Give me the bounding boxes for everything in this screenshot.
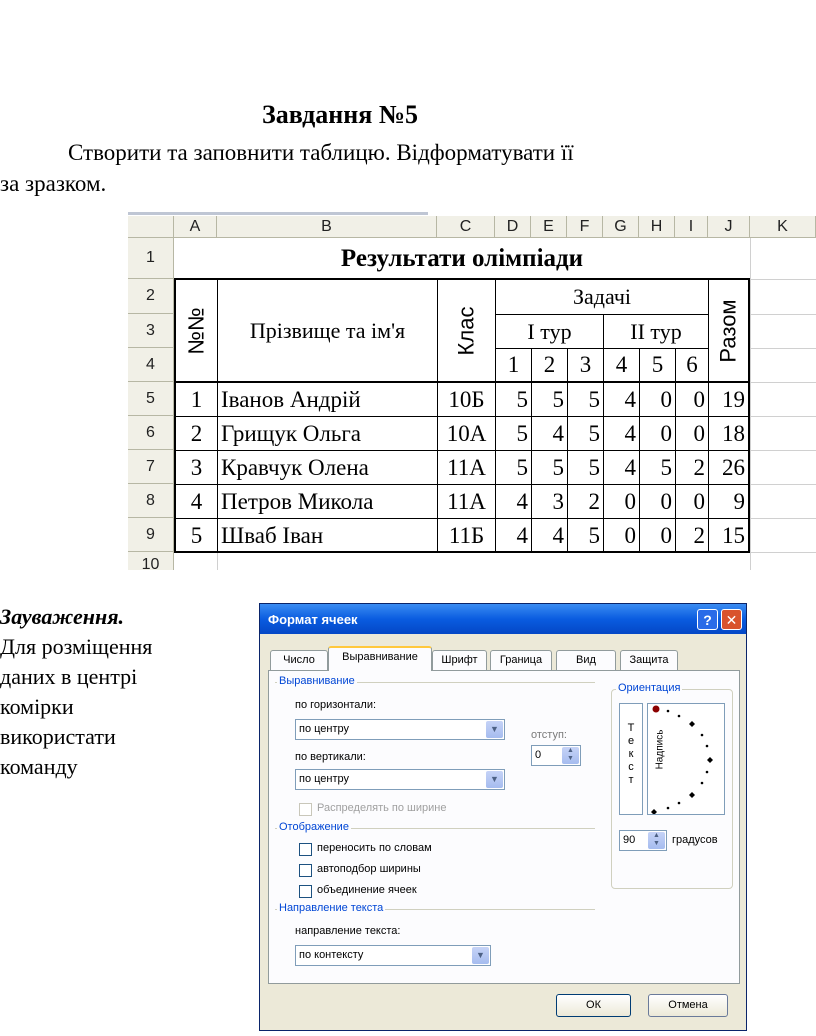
group-text-direction: Направление текста — [279, 902, 384, 914]
note-line: використати — [0, 724, 116, 749]
row-header[interactable]: 5 — [128, 382, 174, 416]
row-number-cell: 1 — [190, 386, 203, 412]
score-cell: 5 — [552, 454, 564, 480]
note-line: Для розміщення — [0, 634, 153, 659]
tab-alignment[interactable]: Выравнивание — [328, 646, 432, 671]
chevron-down-icon[interactable]: ▼ — [472, 947, 489, 964]
vertical-select[interactable] — [295, 769, 505, 790]
score-cell: 2 — [693, 454, 705, 480]
class-cell: 11Б — [448, 522, 485, 548]
indent-label: отступ: — [531, 729, 567, 741]
column-header[interactable]: I — [675, 216, 708, 238]
task-number: 6 — [686, 352, 698, 377]
alignment-panel — [268, 670, 740, 984]
total-cell: 18 — [722, 420, 745, 446]
row-header[interactable]: 6 — [128, 416, 174, 450]
group-orientation: Ориентация — [618, 682, 681, 694]
score-cell: 4 — [624, 386, 636, 412]
orientation-group — [611, 682, 733, 889]
horizontal-select[interactable] — [295, 719, 505, 740]
row-header[interactable]: 1 — [128, 238, 174, 279]
score-cell: 5 — [660, 454, 672, 480]
row-header[interactable]: 10 — [128, 552, 174, 570]
header-number: №№ — [183, 306, 209, 355]
score-cell: 4 — [516, 488, 528, 514]
score-cell: 4 — [516, 522, 528, 548]
column-header[interactable]: C — [437, 216, 495, 238]
score-cell: 5 — [516, 386, 528, 412]
score-cell: 5 — [588, 420, 600, 446]
tab-border[interactable]: Граница — [490, 650, 552, 670]
tab-protection[interactable]: Защита — [620, 650, 678, 670]
text-direction-select[interactable] — [295, 945, 491, 966]
close-button[interactable]: ✕ — [721, 609, 742, 630]
indent-value: 0 — [535, 749, 542, 761]
gridline — [750, 314, 816, 315]
task-number: 5 — [651, 352, 664, 377]
page-title: Завдання №5 — [262, 100, 418, 129]
distribute-checkbox[interactable] — [299, 803, 312, 816]
class-cell: 11А — [447, 454, 486, 480]
score-cell: 0 — [660, 386, 672, 412]
ok-button[interactable]: ОК — [556, 994, 631, 1017]
row-number-cell: 3 — [190, 454, 203, 480]
chevron-down-icon[interactable]: ▼ — [486, 721, 503, 738]
gridline — [217, 552, 218, 570]
vertical-text-option[interactable]: Т е к с т — [619, 703, 643, 815]
gridline — [750, 450, 816, 451]
column-header[interactable]: A — [174, 216, 217, 238]
tab-font[interactable]: Шрифт — [432, 650, 487, 670]
vertical-select-value: по центру — [299, 773, 350, 785]
text-direction-label: направление текста: — [295, 925, 401, 937]
wrap-text-label: переносить по словам — [317, 842, 432, 854]
spreadsheet — [128, 212, 816, 570]
class-cell: 10А — [446, 420, 487, 446]
note-line: команду — [0, 754, 78, 779]
dialog-titlebar[interactable] — [260, 604, 746, 634]
wrap-text-checkbox[interactable] — [299, 843, 312, 856]
score-cell: 5 — [516, 420, 528, 446]
horizontal-select-value: по центру — [299, 723, 350, 735]
score-cell: 5 — [588, 386, 600, 412]
tab-view[interactable]: Вид — [556, 650, 616, 670]
column-header[interactable]: H — [639, 216, 675, 238]
column-header[interactable]: D — [495, 216, 531, 238]
instruction-line: за зразком. — [0, 171, 107, 196]
column-header[interactable]: G — [603, 216, 639, 238]
student-name-cell: Петров Микола — [221, 488, 374, 514]
score-cell: 2 — [588, 488, 600, 514]
note-title: Зауваження. — [0, 604, 125, 629]
dial-label: Надпись — [654, 729, 666, 770]
header-name: Прізвище та ім'я — [249, 317, 406, 343]
cancel-button[interactable]: Отмена — [648, 994, 728, 1017]
merge-cells-label: объединение ячеек — [317, 884, 417, 896]
format-cells-dialog — [259, 603, 747, 1031]
score-cell: 2 — [693, 522, 705, 548]
column-header[interactable]: E — [531, 216, 567, 238]
total-cell: 26 — [722, 454, 745, 480]
table-title: Результати олімпіади — [340, 244, 584, 272]
student-name-cell: Кравчук Олена — [221, 454, 369, 480]
header-tour-1: І тур — [527, 318, 572, 344]
score-cell: 0 — [693, 488, 705, 514]
score-cell: 0 — [660, 488, 672, 514]
task-number: 2 — [543, 352, 556, 377]
score-cell: 4 — [624, 420, 636, 446]
autofit-label: автоподбор ширины — [317, 863, 421, 875]
score-cell: 0 — [624, 522, 636, 548]
header-tasks: Задачі — [572, 284, 632, 309]
task-number: 4 — [615, 352, 628, 377]
degrees-label: градусов — [672, 834, 718, 846]
dialog-title: Формат ячеек — [268, 612, 358, 627]
row-header[interactable]: 8 — [128, 484, 174, 518]
score-cell: 0 — [693, 420, 705, 446]
degrees-stepper[interactable] — [619, 830, 667, 851]
row-number-cell: 2 — [190, 420, 203, 446]
header-total: Разом — [715, 298, 741, 363]
score-cell: 0 — [660, 522, 672, 548]
tab-number[interactable]: Число — [270, 650, 328, 670]
note-line: комірки — [0, 694, 74, 719]
row-header[interactable]: 4 — [128, 348, 174, 382]
column-header[interactable]: K — [750, 216, 816, 238]
gridline — [750, 279, 816, 280]
spinner-icon[interactable]: ▲ ▼ — [648, 832, 665, 849]
autofit-checkbox[interactable] — [299, 864, 312, 877]
degrees-value: 90 — [623, 834, 636, 846]
text-direction-value: по контексту — [299, 949, 364, 961]
column-header[interactable]: F — [567, 216, 603, 238]
score-cell: 5 — [552, 386, 564, 412]
vertical-label: по вертикали: — [295, 751, 366, 763]
gridline — [750, 238, 751, 570]
total-cell: 9 — [733, 488, 745, 514]
orientation-dial[interactable] — [647, 703, 725, 815]
select-all-corner[interactable] — [128, 216, 174, 238]
merge-cells-checkbox[interactable] — [299, 885, 312, 898]
score-cell: 5 — [588, 454, 600, 480]
header-class: Клас — [453, 306, 479, 355]
gridline — [750, 518, 816, 519]
score-cell: 4 — [624, 454, 636, 480]
student-name-cell: Шваб Іван — [221, 522, 324, 548]
gridline — [750, 348, 816, 349]
gridline — [750, 382, 816, 383]
class-cell: 11А — [447, 488, 486, 514]
total-cell: 15 — [722, 522, 745, 548]
spinner-icon[interactable]: ▲ ▼ — [562, 747, 579, 764]
task-instruction — [0, 137, 700, 199]
chevron-down-icon[interactable]: ▼ — [486, 771, 503, 788]
gridline — [750, 484, 816, 485]
sheet-top-edge — [128, 212, 428, 215]
help-button[interactable]: ? — [697, 609, 718, 630]
group-display: Отображение — [279, 821, 349, 833]
score-cell: 5 — [588, 522, 600, 548]
score-cell: 4 — [552, 522, 564, 548]
task-number: 1 — [507, 352, 520, 377]
score-cell: 0 — [660, 420, 672, 446]
column-header[interactable]: B — [217, 216, 437, 238]
instruction-line: Створити та заповнити таблицю. Відформатувати її — [68, 140, 574, 165]
score-cell: 0 — [624, 488, 636, 514]
group-alignment: Выравнивание — [279, 675, 355, 687]
student-name-cell: Іванов Андрій — [221, 386, 361, 412]
row-header[interactable]: 7 — [128, 450, 174, 484]
note-line: даних в центрі — [0, 664, 138, 689]
gridline — [750, 416, 816, 417]
total-cell: 19 — [722, 386, 745, 412]
row-number-cell: 4 — [190, 488, 203, 514]
score-cell: 5 — [516, 454, 528, 480]
distribute-label: Распределять по ширине — [317, 802, 447, 814]
horizontal-label: по горизонтали: — [295, 699, 377, 711]
student-name-cell: Грищук Ольга — [221, 420, 362, 446]
note — [0, 602, 230, 782]
class-cell: 10Б — [448, 386, 485, 412]
score-cell: 3 — [552, 488, 564, 514]
header-tour-2: ІІ тур — [630, 318, 682, 344]
row-header[interactable]: 9 — [128, 518, 174, 552]
score-cell: 0 — [693, 386, 705, 412]
task-number: 3 — [579, 352, 592, 377]
row-number-cell: 5 — [190, 522, 203, 548]
score-cell: 4 — [552, 420, 564, 446]
row-header[interactable]: 3 — [128, 314, 174, 348]
column-header[interactable]: J — [708, 216, 750, 238]
row-header[interactable]: 2 — [128, 279, 174, 314]
indent-stepper[interactable] — [531, 745, 581, 766]
